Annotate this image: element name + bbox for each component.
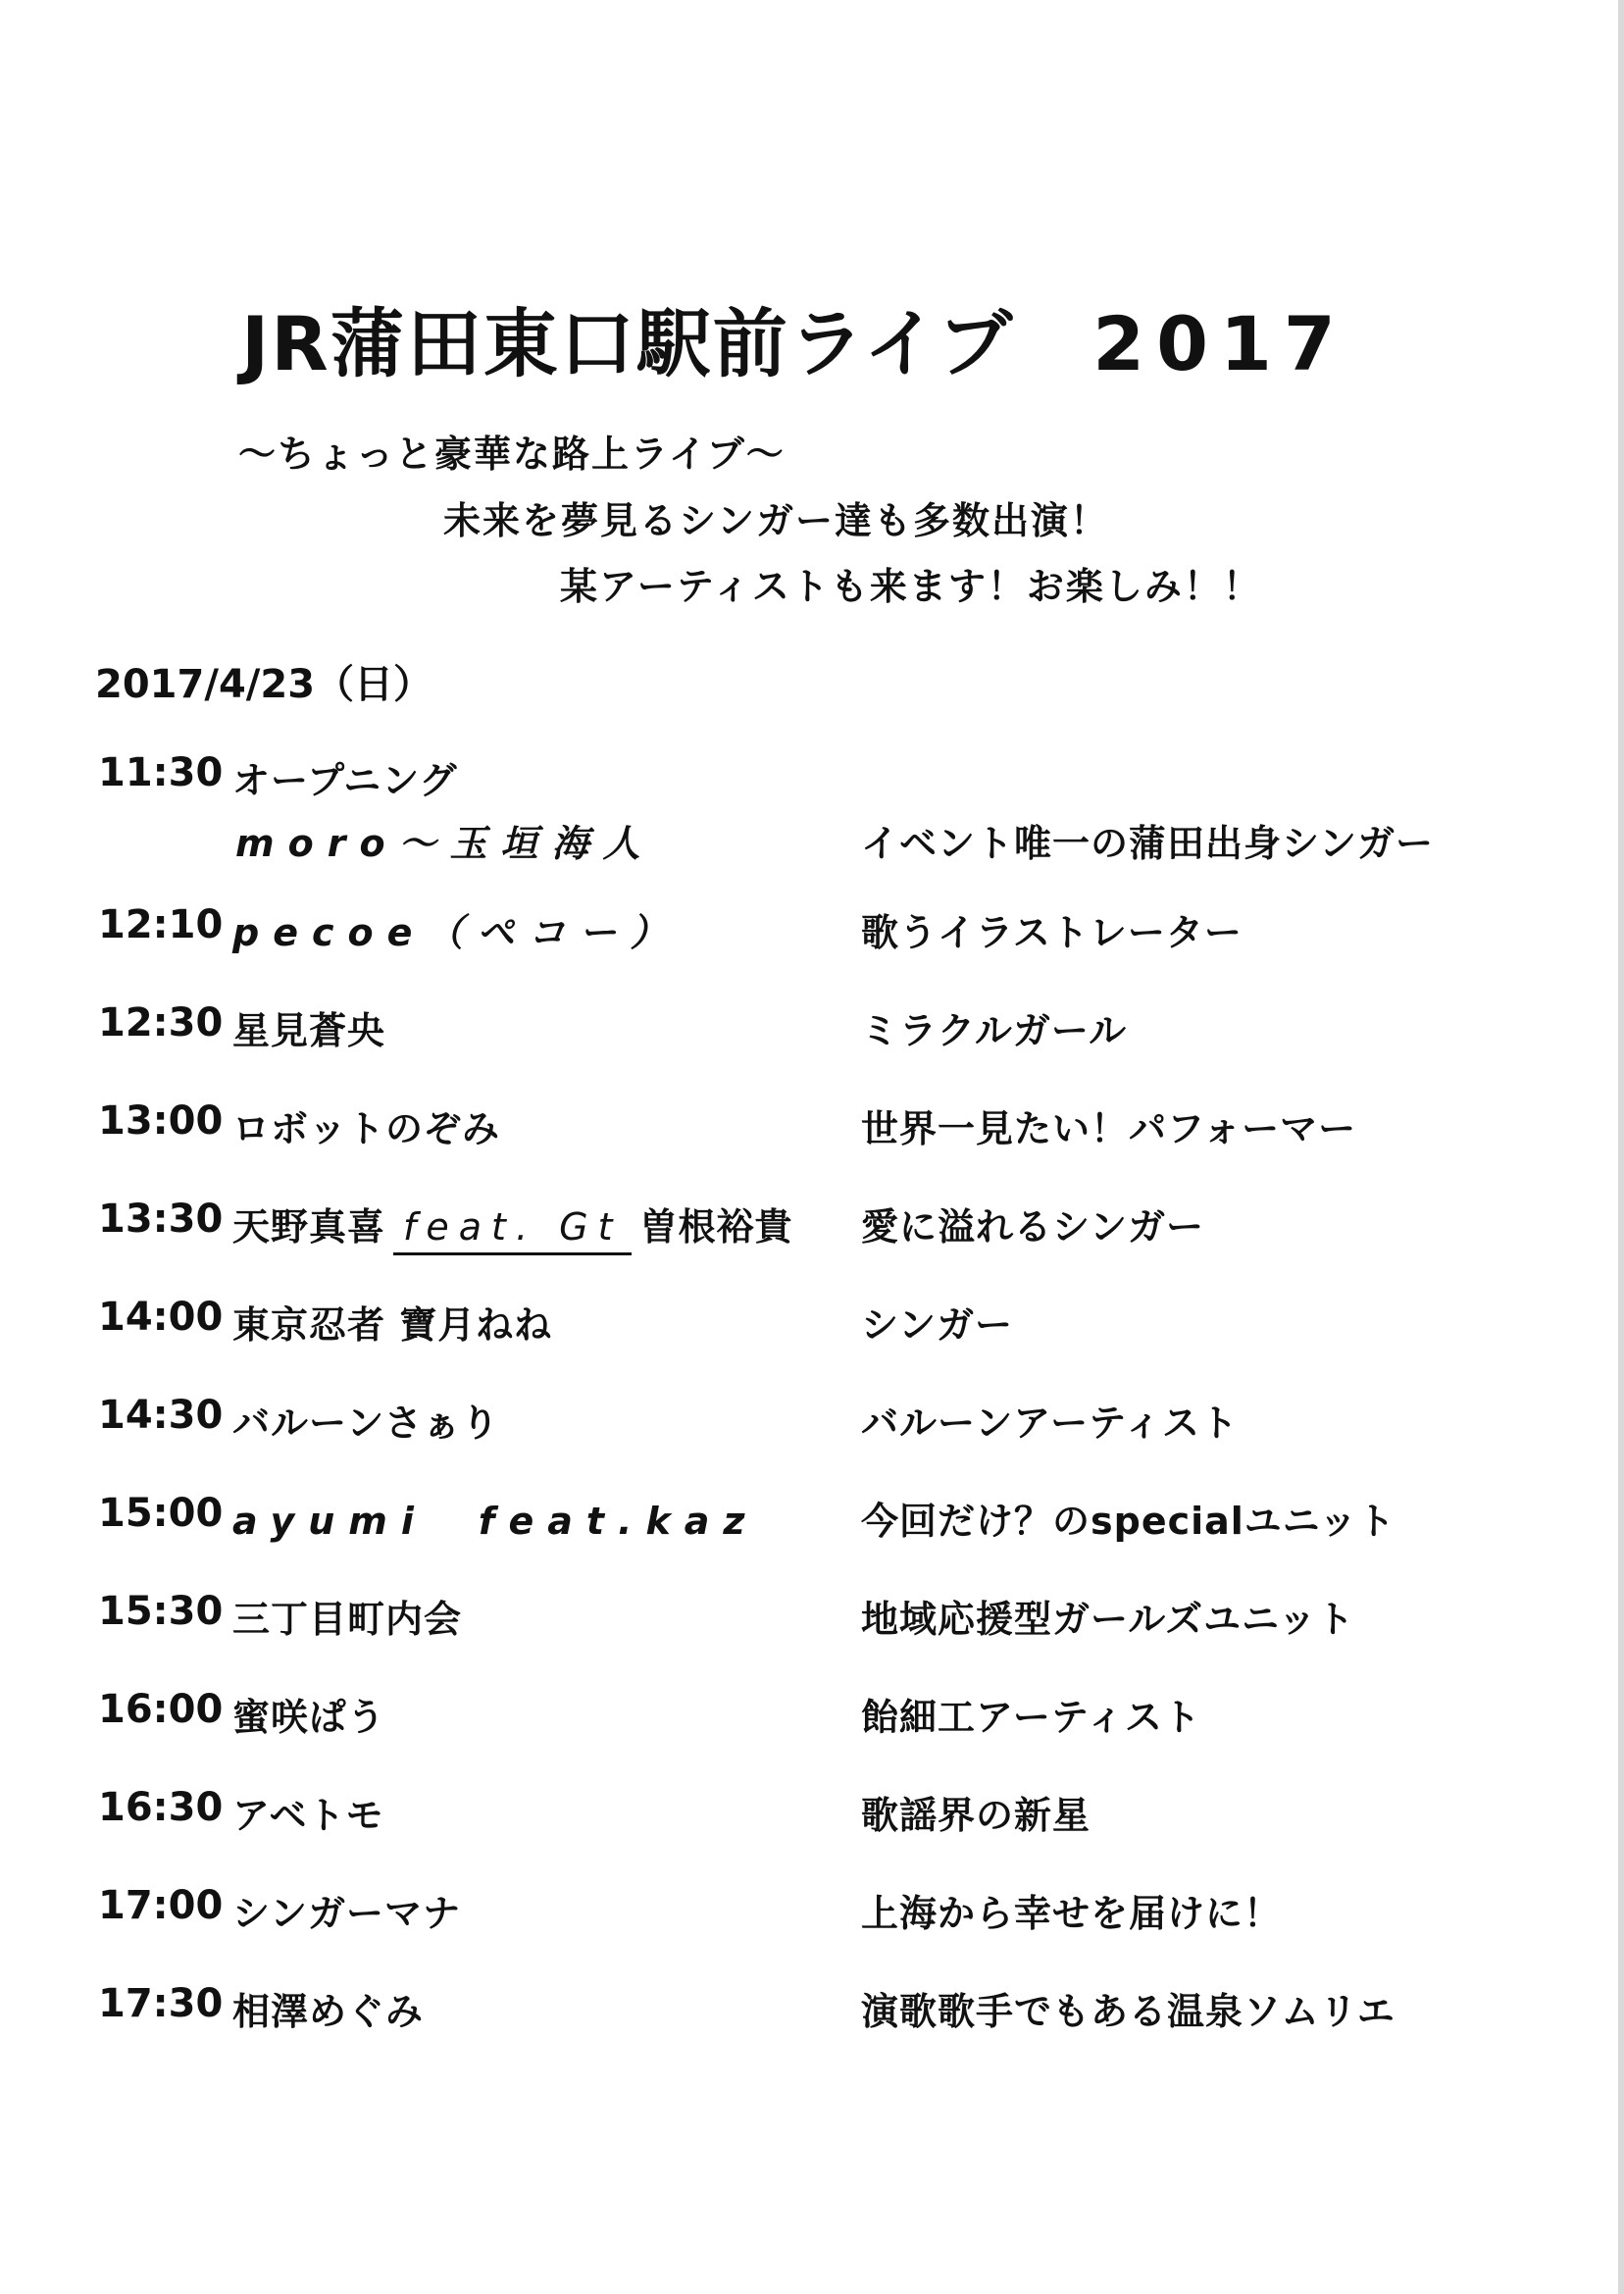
schedule-row [0, 1491, 1624, 1550]
subtitle-line-1: ～ちょっと豪華な路上ライブ～ [238, 433, 786, 476]
schedule-act [232, 1197, 792, 1255]
schedule-desc: ミラクルガール [861, 1009, 1128, 1052]
schedule-act: pecoe（ペコー） [232, 911, 682, 954]
schedule-row [0, 1098, 1624, 1157]
schedule-act-line2: moro～玉垣海人 [235, 822, 654, 865]
schedule-time: 16:30 [98, 1785, 224, 1830]
schedule-row [0, 1883, 1624, 1942]
subtitle-line-2: 未来を夢見るシンガー達も多数出演！ [443, 499, 1110, 542]
schedule-time: 12:10 [98, 902, 224, 947]
schedule-time: 16:00 [98, 1687, 224, 1732]
schedule-row [0, 1000, 1624, 1059]
act-feat: feat. Gt [393, 1205, 632, 1255]
schedule-time: 15:30 [98, 1589, 224, 1634]
schedule-act: シンガーマナ [232, 1892, 462, 1935]
schedule-act: 東京忍者 寶月ねね [232, 1303, 553, 1347]
schedule-desc: 飴細工アーティスト [861, 1696, 1201, 1739]
act-guest: 曽根裕貴 [639, 1205, 793, 1249]
schedule-time: 15:00 [98, 1491, 224, 1536]
schedule-desc: イベント唯一の蒲田出身シンガー [861, 822, 1435, 865]
schedule-row [0, 1687, 1624, 1746]
schedule-desc: 地域応援型ガールズユニット [861, 1598, 1355, 1641]
schedule-act: 相澤めぐみ [232, 1990, 425, 2033]
schedule-time: 17:00 [98, 1883, 224, 1928]
schedule-row [0, 902, 1624, 961]
schedule-row [0, 1589, 1624, 1648]
act-name: 天野真喜 [232, 1205, 386, 1249]
schedule-desc: 世界一見たい！パフォーマー [861, 1107, 1357, 1150]
schedule-row [0, 1197, 1624, 1255]
schedule-row [0, 1295, 1624, 1353]
subtitle-line-3: 某アーティストも来ます！お楽しみ！！ [560, 565, 1262, 608]
schedule-time: 13:00 [98, 1098, 224, 1144]
schedule-time: 12:30 [98, 1000, 224, 1045]
schedule-row [0, 1785, 1624, 1844]
schedule-desc: 歌謡界の新星 [861, 1794, 1091, 1837]
event-title-year: 2017 [1092, 300, 1347, 387]
schedule-act: アベトモ [232, 1794, 384, 1837]
event-title [241, 284, 1347, 391]
schedule-act: ayumi feat.kaz [232, 1500, 759, 1543]
schedule-time: 14:30 [98, 1393, 224, 1438]
schedule-act: 星見蒼央 [232, 1009, 386, 1052]
schedule-act: 蜜咲ぱう [232, 1696, 386, 1739]
schedule-desc: 上海から幸せを届けに！ [861, 1892, 1283, 1935]
schedule-act: バルーンさぁり [232, 1402, 500, 1445]
schedule-desc: シンガー [861, 1303, 1014, 1347]
schedule-desc: 愛に溢れるシンガー [861, 1205, 1205, 1249]
schedule-act: オープニング [232, 759, 458, 802]
schedule-desc: バルーンアーティスト [861, 1402, 1240, 1445]
schedule-time: 14:00 [98, 1295, 224, 1340]
schedule-time: 17:30 [98, 1981, 224, 2026]
schedule-time: 11:30 [98, 750, 224, 795]
schedule-desc: 今回だけ？のspecialユニット [861, 1500, 1396, 1543]
schedule-row [0, 1393, 1624, 1452]
event-title-main: JR蒲田東口駅前ライブ [241, 300, 1015, 387]
schedule-act: 三丁目町内会 [232, 1598, 463, 1641]
schedule-desc: 演歌歌手でもある温泉ソムリエ [861, 1990, 1396, 2033]
schedule-act: ロボットのぞみ [232, 1107, 501, 1150]
schedule-row [0, 1981, 1624, 2040]
schedule-time: 13:30 [98, 1197, 224, 1242]
schedule-desc: 歌うイラストレーター [861, 911, 1243, 954]
event-date: 2017/4/23（日） [95, 662, 433, 707]
schedule-row [0, 750, 1624, 865]
